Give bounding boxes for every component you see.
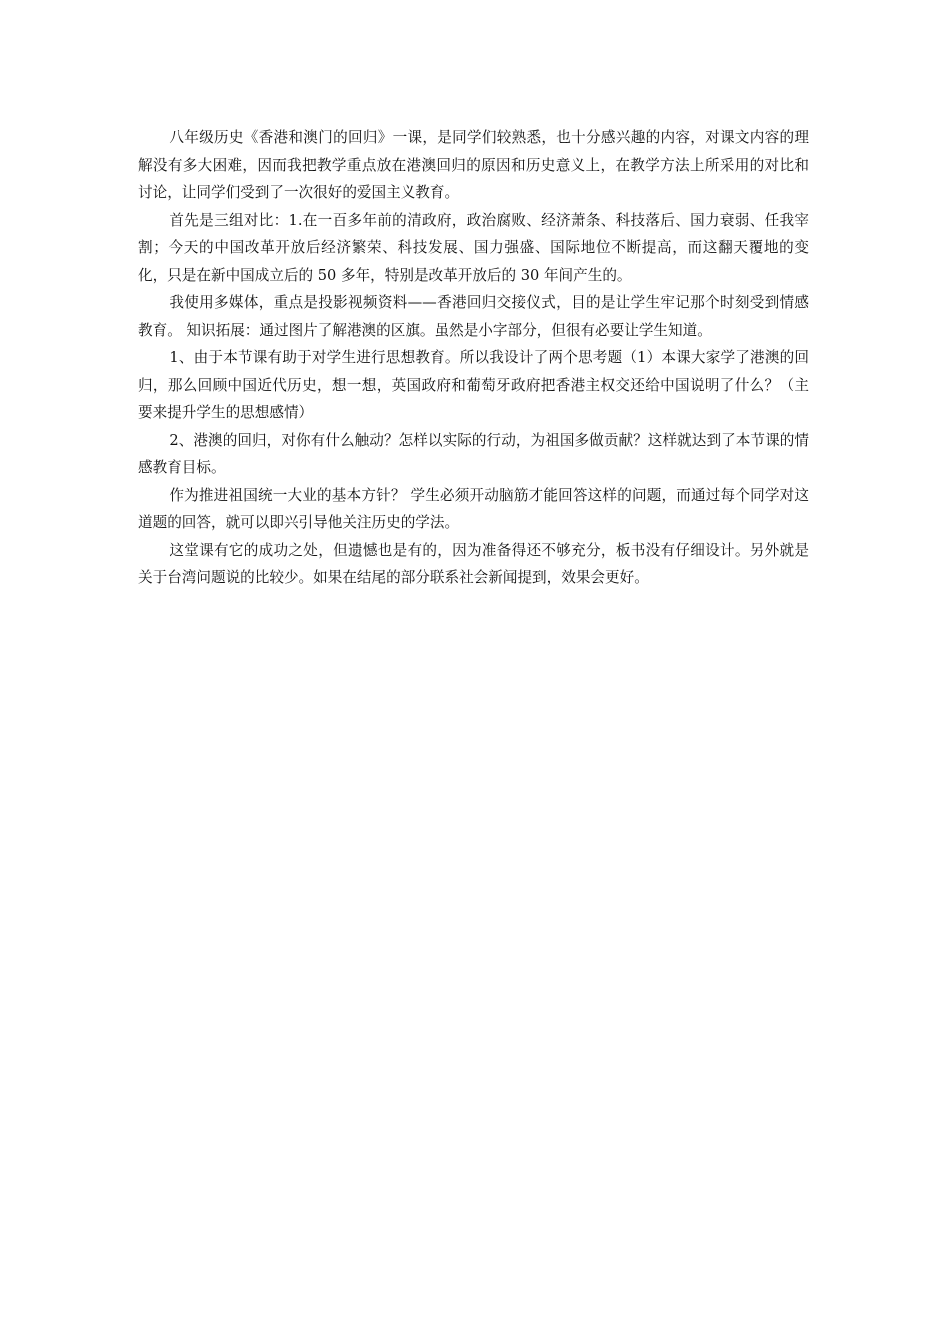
paragraph-multimedia: 我使用多媒体，重点是投影视频资料——香港回归交接仪式，目的是让学生牢记那个时刻受到情感教育。 知识拓展：通过图片了解港澳的区旗。虽然是小字部分，但很有必要让学生知道。 <box>138 294 809 339</box>
paragraph-discussion: 作为推进祖国统一大业的基本方针？ 学生必须开动脑筋才能回答这样的问题，而通过每个同学对这道题的回答，就可以即兴引导他关注历史的学法。 <box>138 486 809 531</box>
paragraph-comparison: 首先是三组对比：1.在一百多年前的清政府，政治腐败、经济萧条、科技落后、国力衰弱、任我宰割；今天的中国改革开放后经济繁荣、科技发展、国力强盛、国际地位不断提高，而这翻天覆地的变化，只是在新中国成立后的 50 多年，特别是改革开放后的 30 年间产生的。 <box>138 211 809 284</box>
paragraph-question-1: 1、由于本节课有助于对学生进行思想教育。所以我设计了两个思考题（1）本课大家学了港澳的回归，那么回顾中国近代历史，想一想，英国政府和葡萄牙政府把香港主权交还给中国说明了什么？（主要来提升学生的思想感情） <box>138 349 809 421</box>
paragraph-question-2: 2、港澳的回归，对你有什么触动？怎样以实际的行动，为祖国多做贡献？这样就达到了本节课的情感教育目标。 <box>138 431 809 476</box>
paragraph-intro: 八年级历史《香港和澳门的回归》一课，是同学们较熟悉，也十分感兴趣的内容，对课文内容的理解没有多大困难，因而我把教学重点放在港澳回归的原因和历史意义上，在教学方法上所采用的对比和讨论，让同学们受到了一次很好的爱国主义教育。 <box>138 129 809 201</box>
paragraph-reflection: 这堂课有它的成功之处，但遗憾也是有的，因为准备得还不够充分，板书没有仔细设计。另外就是关于台湾问题说的比较少。如果在结尾的部分联系社会新闻提到，效果会更好。 <box>138 541 809 586</box>
document-body <box>138 124 809 592</box>
